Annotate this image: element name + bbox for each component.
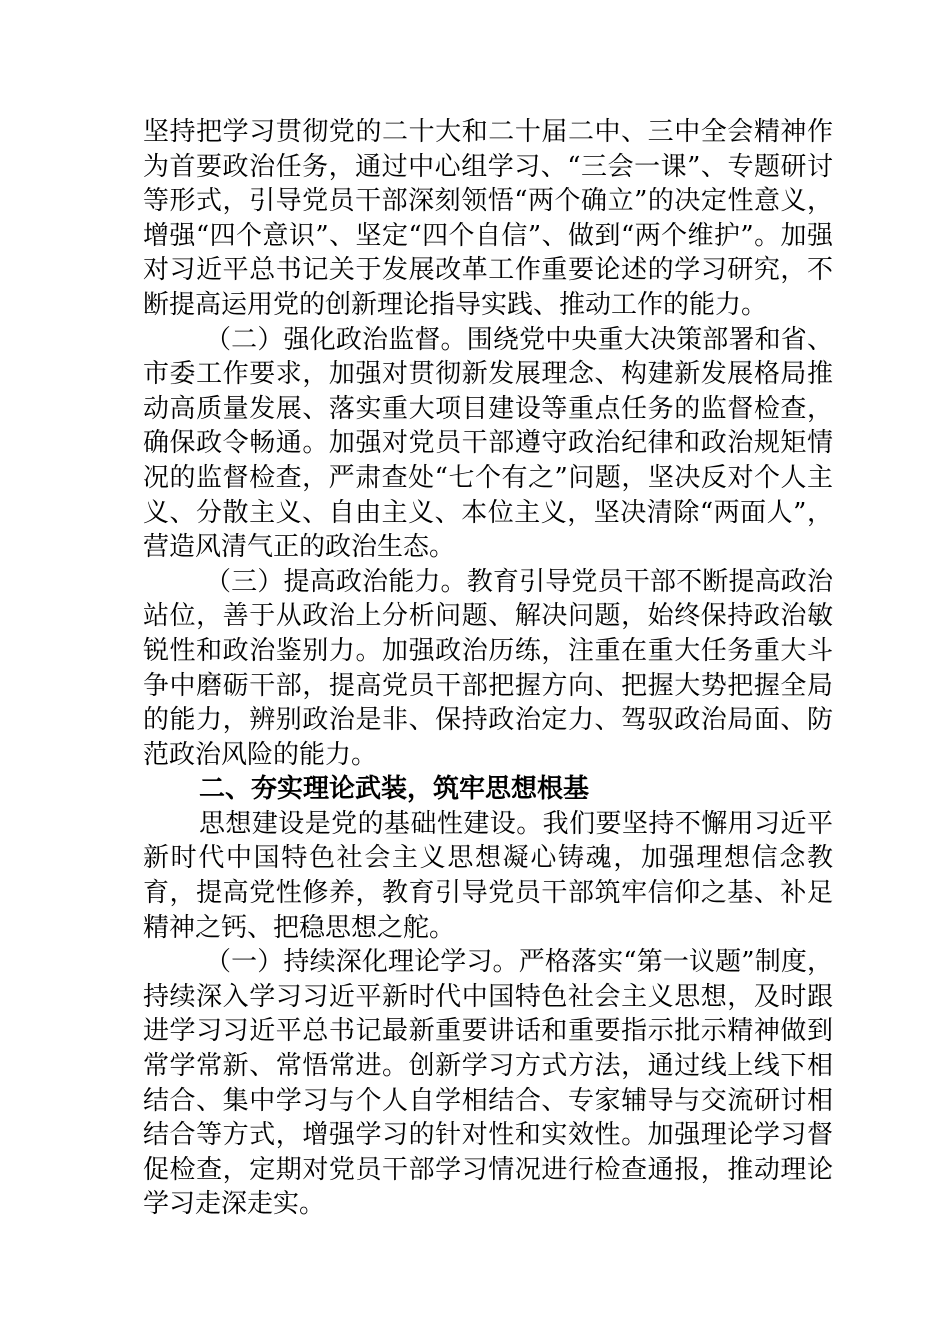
section-heading-theory: 二、夯实理论武装，筑牢思想根基 [199, 774, 590, 805]
paragraph-theory-study: （一）持续深化理论学习。严格落实“第一议题”制度，持续深入学习习近平新时代中国特色社会主义思想，及时跟进学习习近平总书记最新重要讲话和重要指示批示精神做到常学常新、常悟常进。创新学习方式方法，通过线上线下相结合、集中学习与个人自学相结合、专家辅导与交流研讨相结合等方式，增强学习的针对性和实效性。加强理论学习督促检查，定期对党员干部学习情况进行检查通报，推动理论学习走深走实。 [143, 947, 833, 1220]
paragraph-study-implementation: 坚持把学习贯彻党的二十大和二十届二中、三中全会精神作为首要政治任务，通过中心组学习、“三会一课”、专题研讨等形式，引导党员干部深刻领悟“两个确立”的决定性意义，增强“四个意识”、坚定“四个自信”、做到“两个维护”。加强对习近平总书记关于发展改革工作重要论述的学习研究，不断提高运用党的创新理论指导实践、推动工作的能力。 [143, 117, 833, 320]
document-body [143, 115, 833, 1222]
paragraph-ideological-building: 思想建设是党的基础性建设。我们要坚持不懈用习近平新时代中国特色社会主义思想凝心铸魂，加强理想信念教育，提高党性修养，教育引导党员干部筑牢信仰之基、补足精神之钙、把稳思想之舵。 [143, 808, 833, 943]
paragraph-political-ability: （三）提高政治能力。教育引导党员干部不断提高政治站位，善于从政治上分析问题、解决问题，始终保持政治敏锐性和政治鉴别力。加强政治历练，注重在重大任务重大斗争中磨砺干部，提高党员干部把握方向、把握大势把握全局的能力，辨别政治是非、保持政治定力、驾驭政治局面、防范政治风险的能力。 [143, 566, 833, 770]
paragraph-political-supervision: （二）强化政治监督。围绕党中央重大决策部署和省、市委工作要求，加强对贯彻新发展理念、构建新发展格局推动高质量发展、落实重大项目建设等重点任务的监督检查，确保政令畅通。加强对党员干部遵守政治纪律和政治规矩情况的监督检查，严肃查处“七个有之”问题，坚决反对个人主义、分散主义、自由主义、本位主义，坚决清除“两面人”，营造风清气正的政治生态。 [143, 324, 833, 563]
